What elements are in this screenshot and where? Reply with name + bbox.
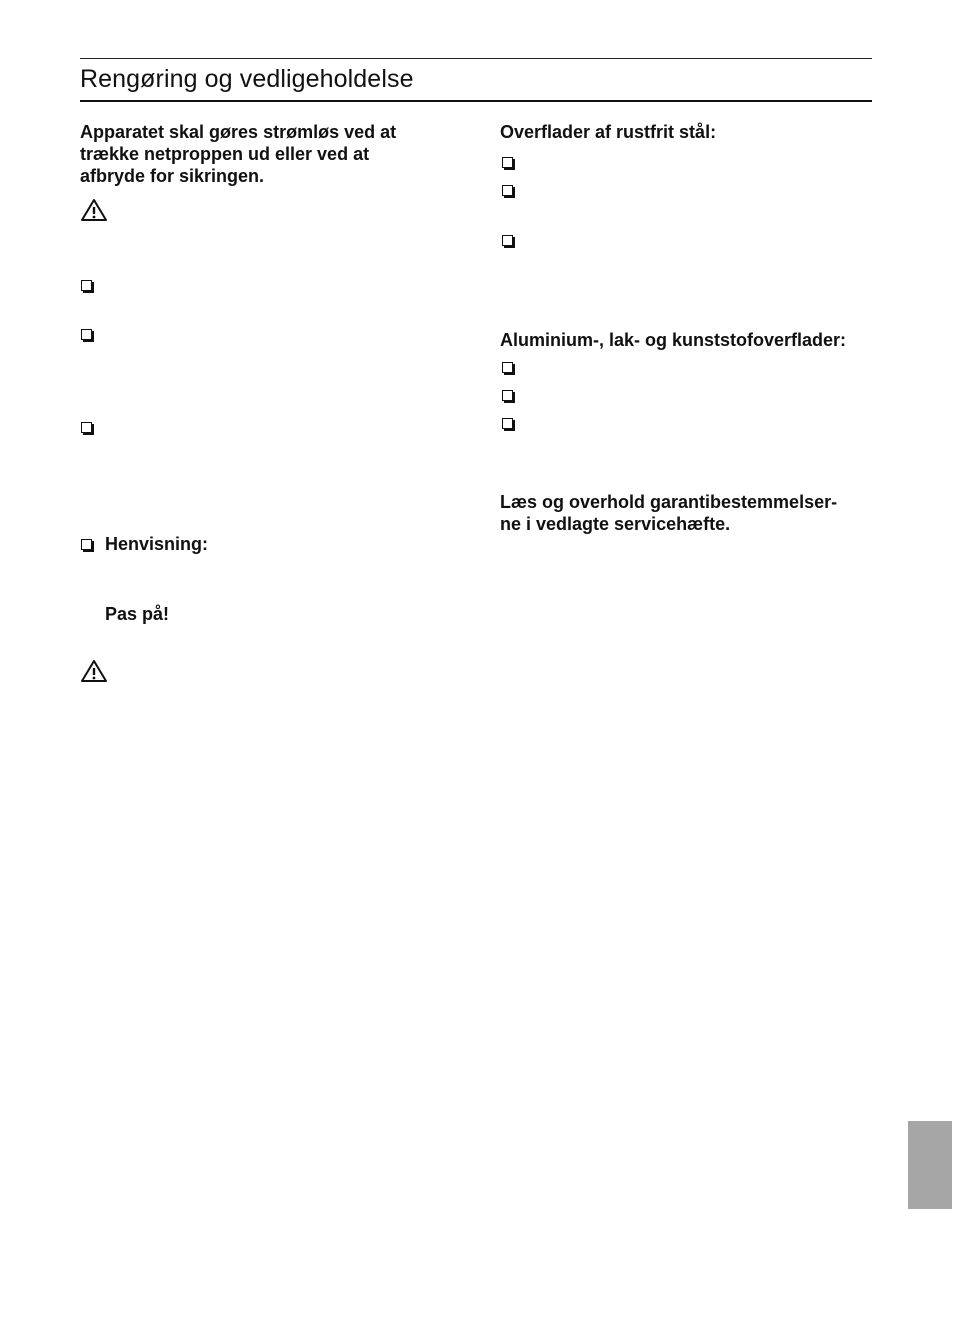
checkbox-icon [81,422,92,433]
intro-line-1: Apparatet skal gøres strømløs ved at [80,122,397,142]
checkbox-icon [81,539,92,550]
side-tab [908,1121,952,1209]
right-column [500,0,880,1326]
checkbox-icon [502,418,513,429]
aluminium-heading: Aluminium-, lak- og kunststofoverflader: [500,330,847,350]
intro-line-2: trække netproppen ud eller ved at [80,144,370,164]
page-title: Rengøring og vedligeholdelse [80,65,414,93]
warning-triangle-icon [80,198,108,222]
intro-line-3: afbryde for sikringen. [80,166,265,186]
checkbox-icon [502,157,513,168]
warranty-line-1: Læs og overhold garantibestemmelser- [500,492,838,512]
checkbox-icon [81,329,92,340]
checkbox-icon [502,362,513,373]
left-column [80,0,460,1326]
note-label: Henvisning: [105,534,209,554]
checkbox-icon [81,280,92,291]
steel-heading: Overflader af rustfrit stål: [500,122,717,142]
checkbox-icon [502,235,513,246]
caution-label: Pas på! [105,604,170,624]
checkbox-icon [502,185,513,196]
warning-triangle-icon [80,659,108,683]
checkbox-icon [502,390,513,401]
warranty-line-2: ne i vedlagte servicehæfte. [500,514,731,534]
